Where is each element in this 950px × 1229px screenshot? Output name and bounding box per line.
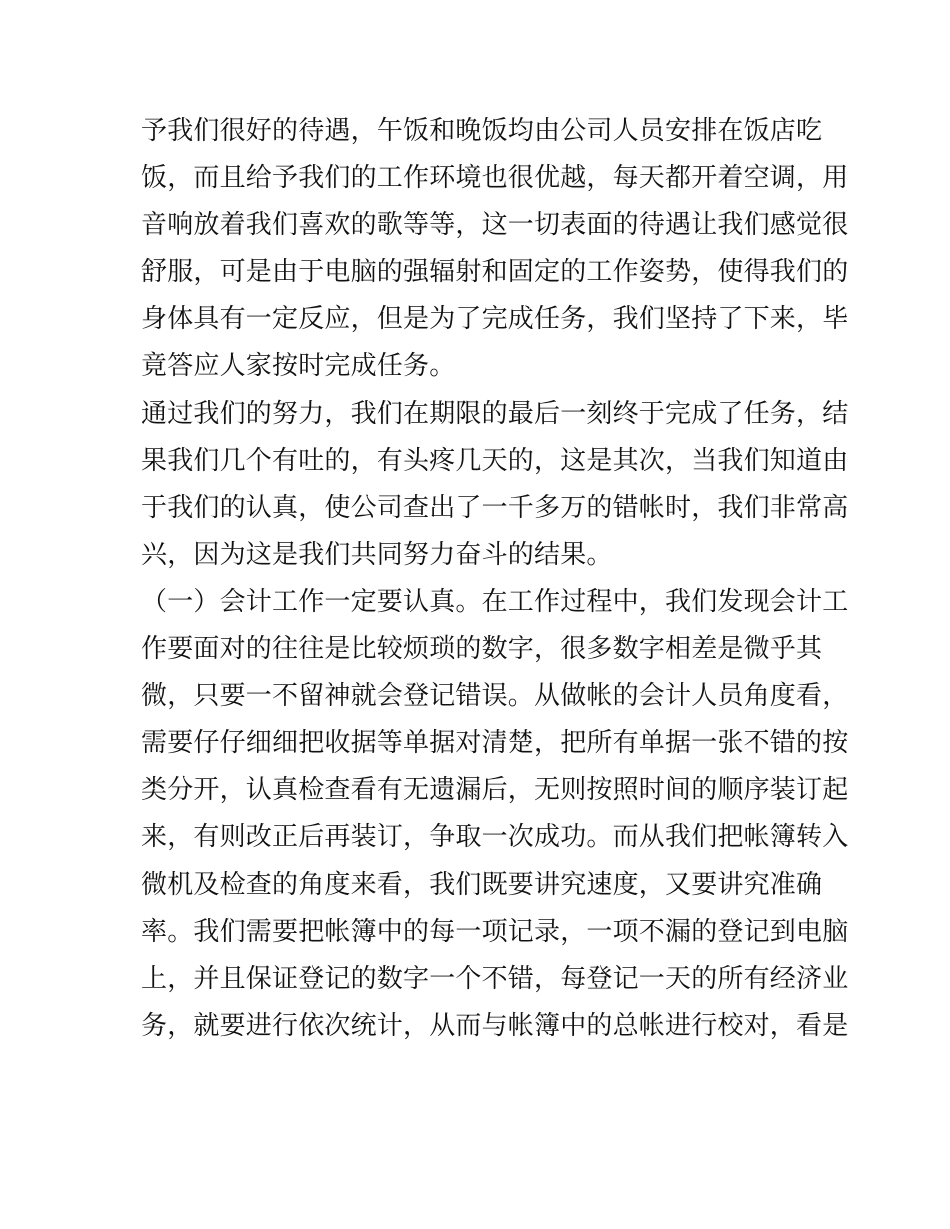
body-text <box>141 108 849 1050</box>
text-line: 音响放着我们喜欢的歌等等，这一切表面的待遇让我们感觉很 <box>141 210 849 241</box>
text-line: 于我们的认真，使公司查出了一千多万的错帐时，我们非常高 <box>141 492 849 523</box>
text-line: 需要仔仔细细把收据等单据对清楚，把所有单据一张不错的按 <box>141 728 849 759</box>
text-line: 来，有则改正后再装订，争取一次成功。而从我们把帐簿转入 <box>141 822 849 853</box>
text-line: 通过我们的努力，我们在期限的最后一刻终于完成了任务，结 <box>141 398 849 429</box>
text-line: 务，就要进行依次统计，从而与帐簿中的总帐进行校对，看是 <box>141 1010 849 1041</box>
text-line: （一）会计工作一定要认真。在工作过程中，我们发现会计工 <box>141 586 849 617</box>
text-line: 微，只要一不留神就会登记错误。从做帐的会计人员角度看， <box>141 681 849 712</box>
text-line: 饭，而且给予我们的工作环境也很优越，每天都开着空调，用 <box>141 163 849 194</box>
text-line: 果我们几个有吐的，有头疼几天的，这是其次，当我们知道由 <box>141 445 849 476</box>
text-line: 予我们很好的待遇，午饭和晚饭均由公司人员安排在饭店吃 <box>141 116 823 146</box>
text-line: 舒服，可是由于电脑的强辐射和固定的工作姿势，使得我们的 <box>141 257 849 288</box>
text-line: 上，并且保证登记的数字一个不错，每登记一天的所有经济业 <box>141 963 849 994</box>
text-line: 兴，因为这是我们共同努力奋斗的结果。 <box>141 539 613 570</box>
text-line: 身体具有一定反应，但是为了完成任务，我们坚持了下来，毕 <box>141 304 849 335</box>
text-line: 作要面对的往往是比较烦琐的数字，很多数字相差是微乎其 <box>141 634 823 665</box>
text-line: 微机及检查的角度来看，我们既要讲究速度，又要讲究准确 <box>141 869 823 900</box>
text-line: 率。我们需要把帐簿中的每一项记录，一项不漏的登记到电脑 <box>141 916 849 947</box>
text-line: 类分开，认真检查看有无遗漏后，无则按照时间的顺序装订起 <box>141 775 849 806</box>
text-line: 竟答应人家按时完成任务。 <box>141 351 456 382</box>
